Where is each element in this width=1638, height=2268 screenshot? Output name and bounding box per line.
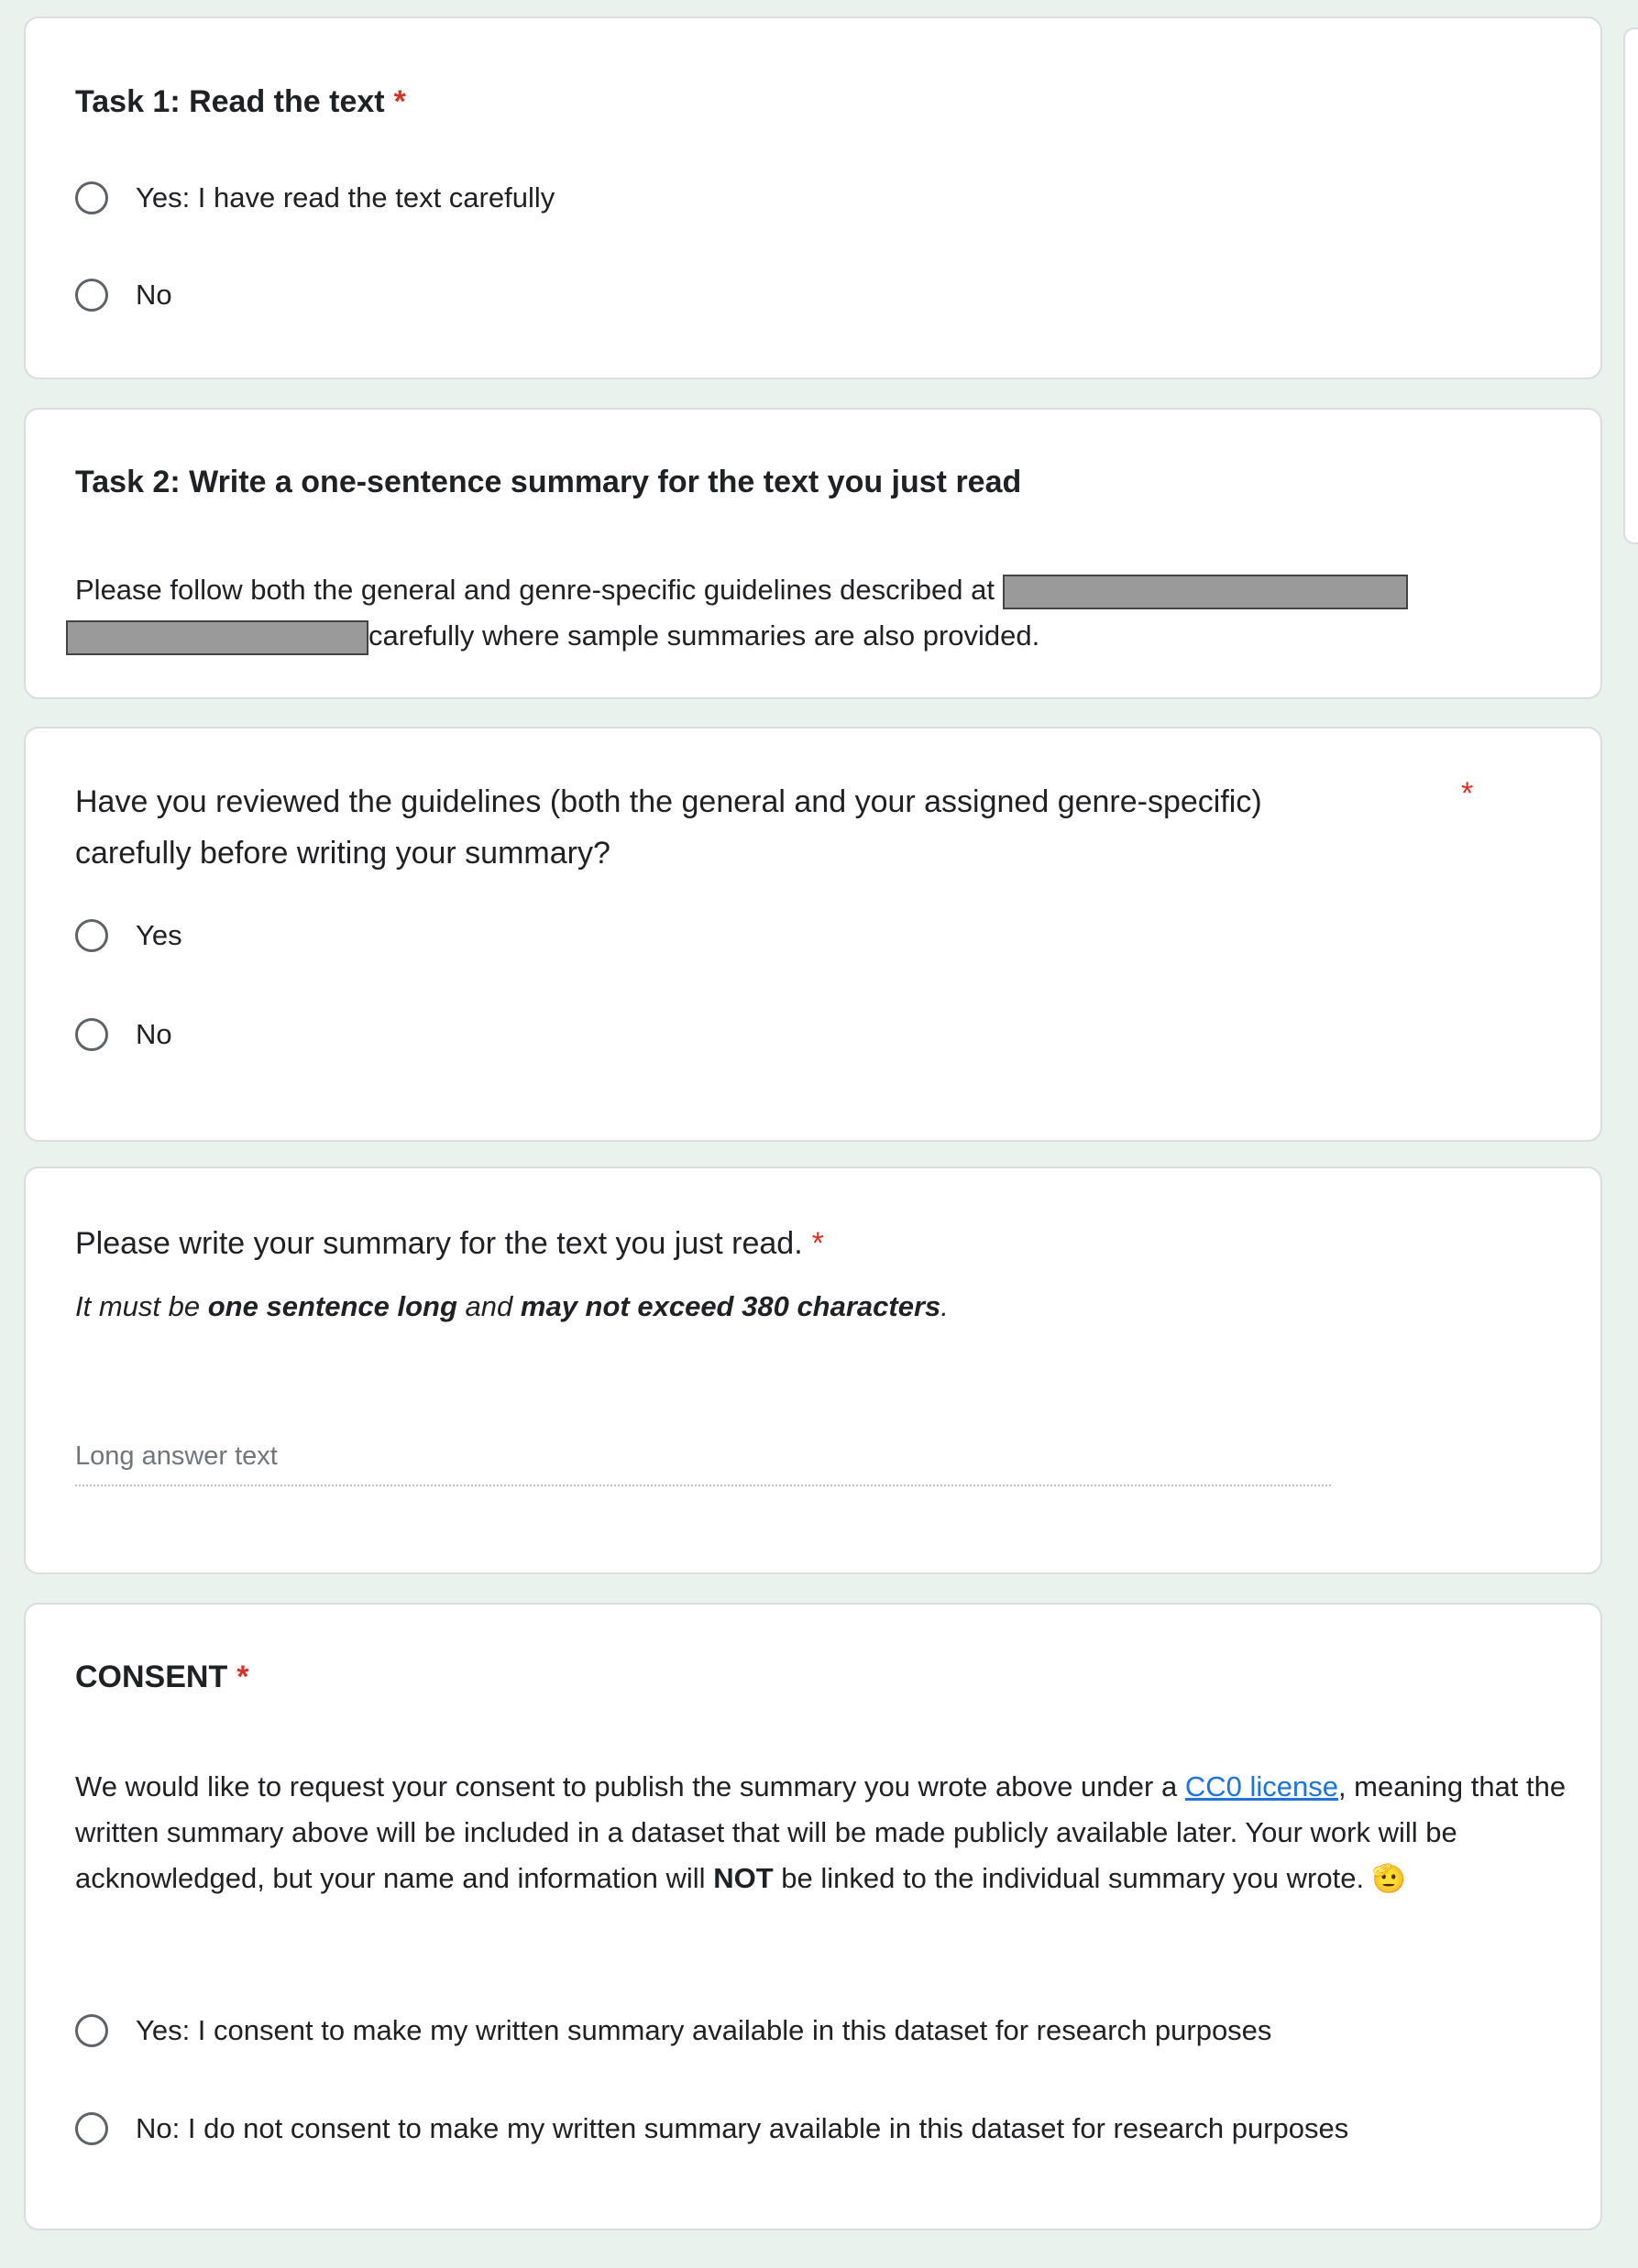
option-label: Yes: I consent to make my written summary available in this dataset for research purposes	[136, 2014, 1272, 2046]
adjacent-panel-edge	[1623, 27, 1638, 544]
consent-option-no[interactable]	[75, 2112, 1348, 2145]
radio-button[interactable]	[75, 1018, 108, 1051]
required-asterisk: *	[1461, 776, 1474, 811]
consent-description: We would like to request your consent to publish the summary you wrote above under a CC0 license, meaning that the written summary above will be included in a dataset that will be made publicly available later. Your work will be acknowledged, but your name and information will NOT be linked to the individual summary you wrote. 🫡	[75, 1770, 1567, 1895]
task2-description: Please follow both the general and genre-specific guidelines described at carefully where sample summaries are also provided.	[66, 567, 1551, 659]
radio-button[interactable]	[75, 279, 108, 312]
review-option-yes[interactable]	[75, 919, 182, 952]
redacted-link	[1003, 575, 1408, 609]
review-card	[24, 727, 1602, 1142]
summary-long-answer-input[interactable]	[75, 1441, 1331, 1486]
required-asterisk: *	[811, 1226, 824, 1261]
review-question: Have you reviewed the guidelines (both the general and your assigned genre-specific) carefully before writing your summary?	[75, 784, 1262, 871]
consent-card	[24, 1603, 1602, 2230]
summary-hint: It must be one sentence long and may not exceed 380 characters.	[75, 1290, 949, 1322]
radio-button[interactable]	[75, 919, 108, 952]
task2-title: Task 2: Write a one-sentence summary for the text you just read	[75, 465, 1022, 499]
task1-option-no[interactable]	[75, 279, 172, 312]
task1-card	[24, 16, 1602, 379]
required-asterisk: *	[393, 84, 406, 119]
cc0-license-link[interactable]: CC0 license	[1184, 1770, 1338, 1802]
radio-button[interactable]	[75, 2112, 108, 2145]
radio-button[interactable]	[75, 2014, 108, 2047]
option-label: Yes	[136, 919, 182, 951]
task2-card	[24, 408, 1602, 699]
redacted-link	[66, 620, 368, 655]
option-label: No: I do not consent to make my written summary available in this dataset for research purposes	[136, 2112, 1349, 2144]
consent-title: CONSENT *	[75, 1660, 249, 1694]
salute-emoji-icon: 🫡	[1371, 1863, 1407, 1895]
task1-title: Task 1: Read the text *	[75, 84, 406, 119]
summary-question: Please write your summary for the text you just read. *	[75, 1226, 824, 1261]
radio-button[interactable]	[75, 181, 108, 214]
summary-card	[24, 1167, 1602, 1574]
option-label: No	[136, 279, 172, 311]
consent-option-yes[interactable]	[75, 2014, 1271, 2047]
review-option-no[interactable]	[75, 1018, 172, 1051]
option-label: No	[136, 1018, 172, 1050]
task1-option-yes[interactable]	[75, 181, 555, 214]
required-asterisk: *	[236, 1660, 249, 1694]
option-label: Yes: I have read the text carefully	[136, 181, 555, 214]
